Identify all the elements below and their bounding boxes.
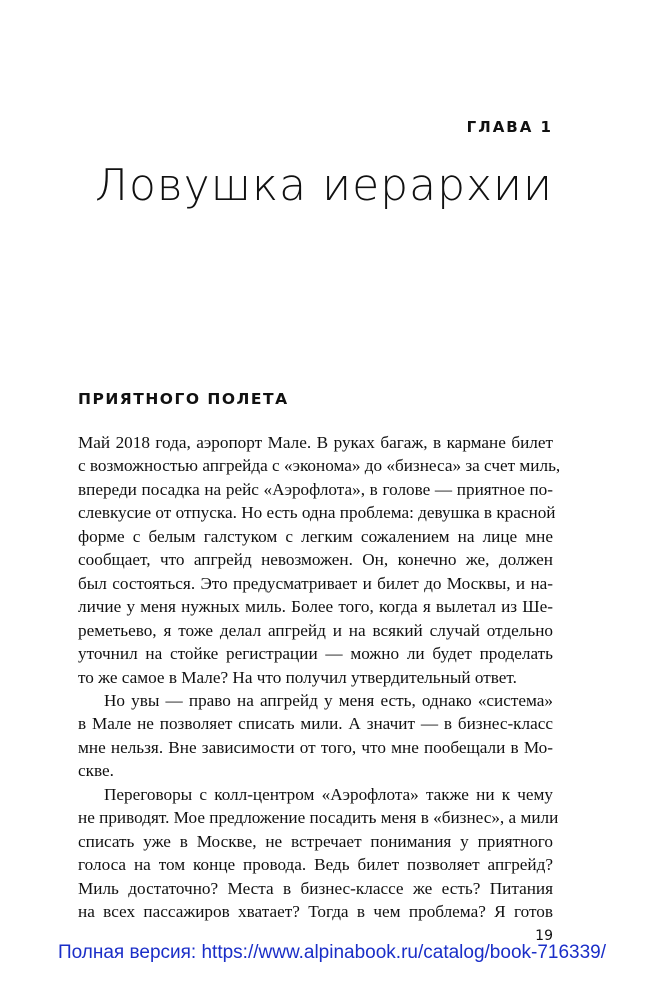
text-line: голоса на том конце провода. Ведь билет позволяет апгрейд?: [78, 855, 553, 875]
full-version-link[interactable]: Полная версия: https://www.alpinabook.ru/catalog/book-716339/: [57, 942, 607, 963]
text-line: сообщает, что апгрейд невозможен. Он, конечно же, должен: [78, 550, 553, 570]
text-line: уточнил на стойке регистрации — можно ли будет проделать: [78, 644, 553, 664]
text-line: реметьево, я тоже делал апгрейд и на всякий случай отдельно: [78, 620, 553, 640]
text-line: то же самое в Мале? На что получил утвердительный ответ.: [78, 667, 517, 687]
text-line: не приводят. Мое предложение посадить меня в «бизнес», а мили: [78, 808, 559, 828]
chapter-label: ГЛАВА 1: [466, 118, 553, 136]
text-line: мне нельзя. Вне зависимости от того, что мне пообещали в Мо-: [78, 737, 553, 757]
text-line: был состояться. Это предусматривает и билет до Москвы, и на-: [78, 573, 553, 593]
body-text: [78, 431, 561, 924]
text-line: на всех пассажиров хватает? Тогда в чем проблема? Я готов: [78, 902, 553, 922]
text-line: Переговоры с колл-центром «Аэрофлота» также ни к чему: [104, 784, 553, 804]
chapter-title: Ловушка иерархии: [94, 160, 553, 211]
text-line: слевкусие от отпуска. Но есть одна проблема: девушка в красной: [78, 503, 556, 523]
text-line: Май 2018 года, аэропорт Мале. В руках багаж, в кармане билет: [78, 433, 553, 452]
text-line: впереди посадка на рейс «Аэрофлота», в голове — приятное по-: [78, 479, 553, 499]
page-number: 19: [535, 928, 553, 944]
text-line: личие у меня нужных миль. Более того, когда я вылетал из Ше-: [78, 597, 553, 617]
text-line: форме с белым галстуком с легким сожалением на лице мне: [78, 526, 553, 546]
text-line: Но увы — право на апгрейд у меня есть, однако «система»: [104, 690, 553, 710]
text-line: с возможностью апгрейда с «эконома» до «бизнеса» за счет миль,: [78, 456, 561, 476]
text-line: списать уже в Москве, не встречает понимания у приятного: [78, 831, 553, 851]
text-line: Миль достаточно? Места в бизнес-классе же есть? Питания: [78, 878, 553, 898]
text-line: в Мале не позволяет списать мили. А значит — в бизнес-класс: [78, 714, 553, 734]
section-heading: ПРИЯТНОГО ПОЛЕТА: [78, 390, 289, 408]
text-line: скве.: [78, 761, 114, 781]
